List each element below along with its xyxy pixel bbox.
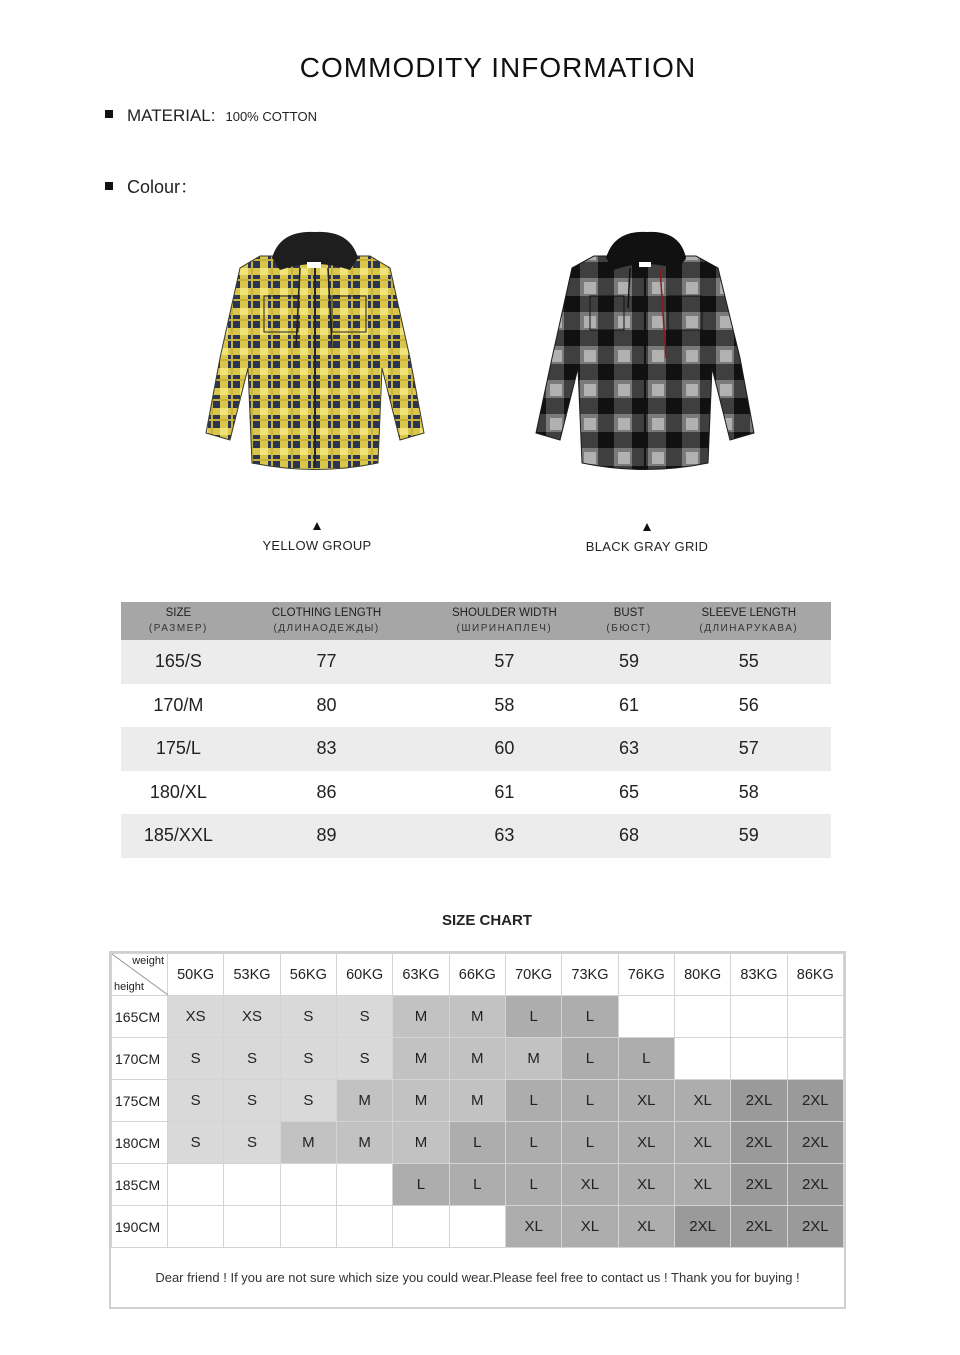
size-chart-row bbox=[112, 1080, 844, 1122]
header-size: SIZE (РАЗМЕР) bbox=[121, 602, 236, 640]
cell-sleeve-length: 58 bbox=[667, 771, 831, 815]
material-value: 100% COTTON bbox=[225, 109, 317, 124]
size-cell bbox=[731, 1038, 787, 1080]
size-cell bbox=[449, 1206, 505, 1248]
size-cell: S bbox=[224, 1122, 280, 1164]
size-cell: M bbox=[393, 1038, 449, 1080]
size-cell: XL bbox=[674, 1122, 730, 1164]
height-header: 175CM bbox=[112, 1080, 168, 1122]
corner-weight-label: weight bbox=[132, 955, 164, 967]
cell-clothing-length: 77 bbox=[236, 640, 418, 684]
size-cell: M bbox=[505, 1038, 561, 1080]
size-cell: S bbox=[224, 1080, 280, 1122]
table-row bbox=[121, 727, 831, 771]
size-cell: L bbox=[505, 996, 561, 1038]
size-cell bbox=[168, 1164, 224, 1206]
material-row bbox=[105, 106, 317, 126]
size-cell: XL bbox=[618, 1080, 674, 1122]
cell-sleeve-length: 55 bbox=[667, 640, 831, 684]
weight-header: 50KG bbox=[168, 954, 224, 996]
size-cell: M bbox=[336, 1122, 392, 1164]
product-caption-black-gray bbox=[562, 523, 732, 554]
size-cell: L bbox=[505, 1122, 561, 1164]
size-cell: XL bbox=[618, 1206, 674, 1248]
size-cell: L bbox=[505, 1080, 561, 1122]
product-name-yellow: YELLOW GROUP bbox=[262, 538, 372, 553]
size-cell: 2XL bbox=[787, 1164, 843, 1206]
size-cell: L bbox=[562, 1038, 618, 1080]
size-cell bbox=[787, 996, 843, 1038]
bullet-square-icon bbox=[105, 110, 113, 118]
measurement-table bbox=[121, 602, 831, 858]
size-cell: M bbox=[449, 1080, 505, 1122]
size-cell: S bbox=[336, 1038, 392, 1080]
material-label: MATERIAL: bbox=[127, 106, 216, 125]
height-header: 170CM bbox=[112, 1038, 168, 1080]
cell-bust: 65 bbox=[591, 771, 666, 815]
size-cell: XL bbox=[618, 1164, 674, 1206]
size-cell: L bbox=[562, 1080, 618, 1122]
cell-bust: 68 bbox=[591, 814, 666, 858]
cell-clothing-length: 86 bbox=[236, 771, 418, 815]
size-cell: L bbox=[449, 1122, 505, 1164]
triangle-up-icon bbox=[313, 522, 321, 530]
weight-header: 53KG bbox=[224, 954, 280, 996]
size-cell bbox=[168, 1206, 224, 1248]
size-cell bbox=[393, 1206, 449, 1248]
size-chart-row bbox=[112, 1038, 844, 1080]
size-cell: S bbox=[280, 1038, 336, 1080]
size-cell: XS bbox=[224, 996, 280, 1038]
product-caption-yellow bbox=[232, 522, 402, 553]
height-header: 165CM bbox=[112, 996, 168, 1038]
size-cell: M bbox=[449, 1038, 505, 1080]
size-cell: M bbox=[393, 1080, 449, 1122]
size-cell: L bbox=[562, 1122, 618, 1164]
size-chart-table bbox=[111, 953, 844, 1248]
size-cell: 2XL bbox=[731, 1080, 787, 1122]
cell-clothing-length: 83 bbox=[236, 727, 418, 771]
cell-bust: 61 bbox=[591, 684, 666, 728]
size-cell: XL bbox=[674, 1080, 730, 1122]
weight-header: 66KG bbox=[449, 954, 505, 996]
table-row bbox=[121, 640, 831, 684]
size-cell bbox=[336, 1206, 392, 1248]
cell-bust: 59 bbox=[591, 640, 666, 684]
cell-shoulder-width: 57 bbox=[417, 640, 591, 684]
size-cell: M bbox=[449, 996, 505, 1038]
size-cell bbox=[280, 1206, 336, 1248]
size-cell: L bbox=[393, 1164, 449, 1206]
size-cell: XL bbox=[562, 1206, 618, 1248]
weight-header: 63KG bbox=[393, 954, 449, 996]
size-cell bbox=[224, 1164, 280, 1206]
size-cell: S bbox=[168, 1038, 224, 1080]
height-header: 180CM bbox=[112, 1122, 168, 1164]
size-cell bbox=[224, 1206, 280, 1248]
size-cell: S bbox=[336, 996, 392, 1038]
black-gray-plaid-shirt-image bbox=[530, 228, 760, 478]
page-title: COMMODITY INFORMATION bbox=[299, 52, 697, 83]
cell-clothing-length: 80 bbox=[236, 684, 418, 728]
size-chart-row bbox=[112, 1206, 844, 1248]
size-cell: M bbox=[280, 1122, 336, 1164]
cell-shoulder-width: 58 bbox=[417, 684, 591, 728]
colour-row bbox=[105, 173, 198, 199]
header-sleeve-length: SLEEVE LENGTH (ДЛИНАРУКАВА) bbox=[667, 602, 831, 640]
size-chart-grid bbox=[109, 951, 846, 1309]
weight-header: 60KG bbox=[336, 954, 392, 996]
size-cell bbox=[336, 1164, 392, 1206]
size-cell: S bbox=[168, 1080, 224, 1122]
table-row bbox=[121, 684, 831, 728]
cell-size: 175/L bbox=[121, 727, 236, 771]
size-cell: 2XL bbox=[787, 1122, 843, 1164]
table-row bbox=[121, 771, 831, 815]
size-cell bbox=[674, 996, 730, 1038]
size-cell: 2XL bbox=[787, 1206, 843, 1248]
size-cell: 2XL bbox=[787, 1080, 843, 1122]
height-header: 185CM bbox=[112, 1164, 168, 1206]
cell-sleeve-length: 57 bbox=[667, 727, 831, 771]
weight-header: 56KG bbox=[280, 954, 336, 996]
product-name-black-gray: BLACK GRAY GRID bbox=[585, 539, 709, 554]
size-chart-corner bbox=[112, 954, 168, 996]
weight-header: 76KG bbox=[618, 954, 674, 996]
corner-height-label: height bbox=[114, 981, 144, 993]
table-row bbox=[121, 814, 831, 858]
cell-sleeve-length: 56 bbox=[667, 684, 831, 728]
header-clothing-length: CLOTHING LENGTH (ДЛИНАОДЕЖДЫ) bbox=[236, 602, 418, 640]
cell-size: 170/M bbox=[121, 684, 236, 728]
cell-bust: 63 bbox=[591, 727, 666, 771]
size-cell: S bbox=[280, 1080, 336, 1122]
size-cell bbox=[731, 996, 787, 1038]
size-cell: XL bbox=[562, 1164, 618, 1206]
cell-size: 185/XXL bbox=[121, 814, 236, 858]
cell-shoulder-width: 60 bbox=[417, 727, 591, 771]
weight-header: 70KG bbox=[505, 954, 561, 996]
cell-size: 165/S bbox=[121, 640, 236, 684]
size-chart-row bbox=[112, 1164, 844, 1206]
size-cell: S bbox=[168, 1122, 224, 1164]
size-cell: XS bbox=[168, 996, 224, 1038]
yellow-plaid-shirt-image bbox=[200, 228, 430, 478]
size-cell: M bbox=[336, 1080, 392, 1122]
triangle-up-icon bbox=[643, 523, 651, 531]
size-chart-row bbox=[112, 1122, 844, 1164]
size-cell: 2XL bbox=[731, 1122, 787, 1164]
size-cell: XL bbox=[674, 1164, 730, 1206]
size-cell bbox=[674, 1038, 730, 1080]
cell-sleeve-length: 59 bbox=[667, 814, 831, 858]
size-chart-row bbox=[112, 996, 844, 1038]
measurement-header-row bbox=[121, 602, 831, 640]
size-cell: L bbox=[505, 1164, 561, 1206]
cell-shoulder-width: 61 bbox=[417, 771, 591, 815]
size-cell: 2XL bbox=[731, 1164, 787, 1206]
size-cell: 2XL bbox=[731, 1206, 787, 1248]
size-cell: S bbox=[224, 1038, 280, 1080]
cell-size: 180/XL bbox=[121, 771, 236, 815]
size-cell: L bbox=[449, 1164, 505, 1206]
size-cell bbox=[280, 1164, 336, 1206]
colour-label: Colour： bbox=[127, 177, 199, 197]
header-shoulder-width: SHOULDER WIDTH (ШИРИНАПЛЕЧ) bbox=[417, 602, 591, 640]
size-cell: M bbox=[393, 1122, 449, 1164]
size-cell bbox=[618, 996, 674, 1038]
size-cell: S bbox=[280, 996, 336, 1038]
size-cell: L bbox=[562, 996, 618, 1038]
weight-header: 80KG bbox=[674, 954, 730, 996]
contact-note: Dear friend ! If you are not sure which size you could wear.Please feel free to contact us ! Thank you for buying ! bbox=[155, 1270, 800, 1285]
bullet-square-icon bbox=[105, 182, 113, 190]
size-cell: XL bbox=[505, 1206, 561, 1248]
size-cell: L bbox=[618, 1038, 674, 1080]
size-cell bbox=[787, 1038, 843, 1080]
header-bust: BUST (БЮСТ) bbox=[591, 602, 666, 640]
size-cell: XL bbox=[618, 1122, 674, 1164]
cell-clothing-length: 89 bbox=[236, 814, 418, 858]
weight-header: 73KG bbox=[562, 954, 618, 996]
weight-header: 86KG bbox=[787, 954, 843, 996]
size-cell: M bbox=[393, 996, 449, 1038]
cell-shoulder-width: 63 bbox=[417, 814, 591, 858]
size-chart-header-row bbox=[112, 954, 844, 996]
size-chart-title: SIZE CHART bbox=[442, 912, 532, 929]
size-cell: 2XL bbox=[674, 1206, 730, 1248]
weight-header: 83KG bbox=[731, 954, 787, 996]
height-header: 190CM bbox=[112, 1206, 168, 1248]
